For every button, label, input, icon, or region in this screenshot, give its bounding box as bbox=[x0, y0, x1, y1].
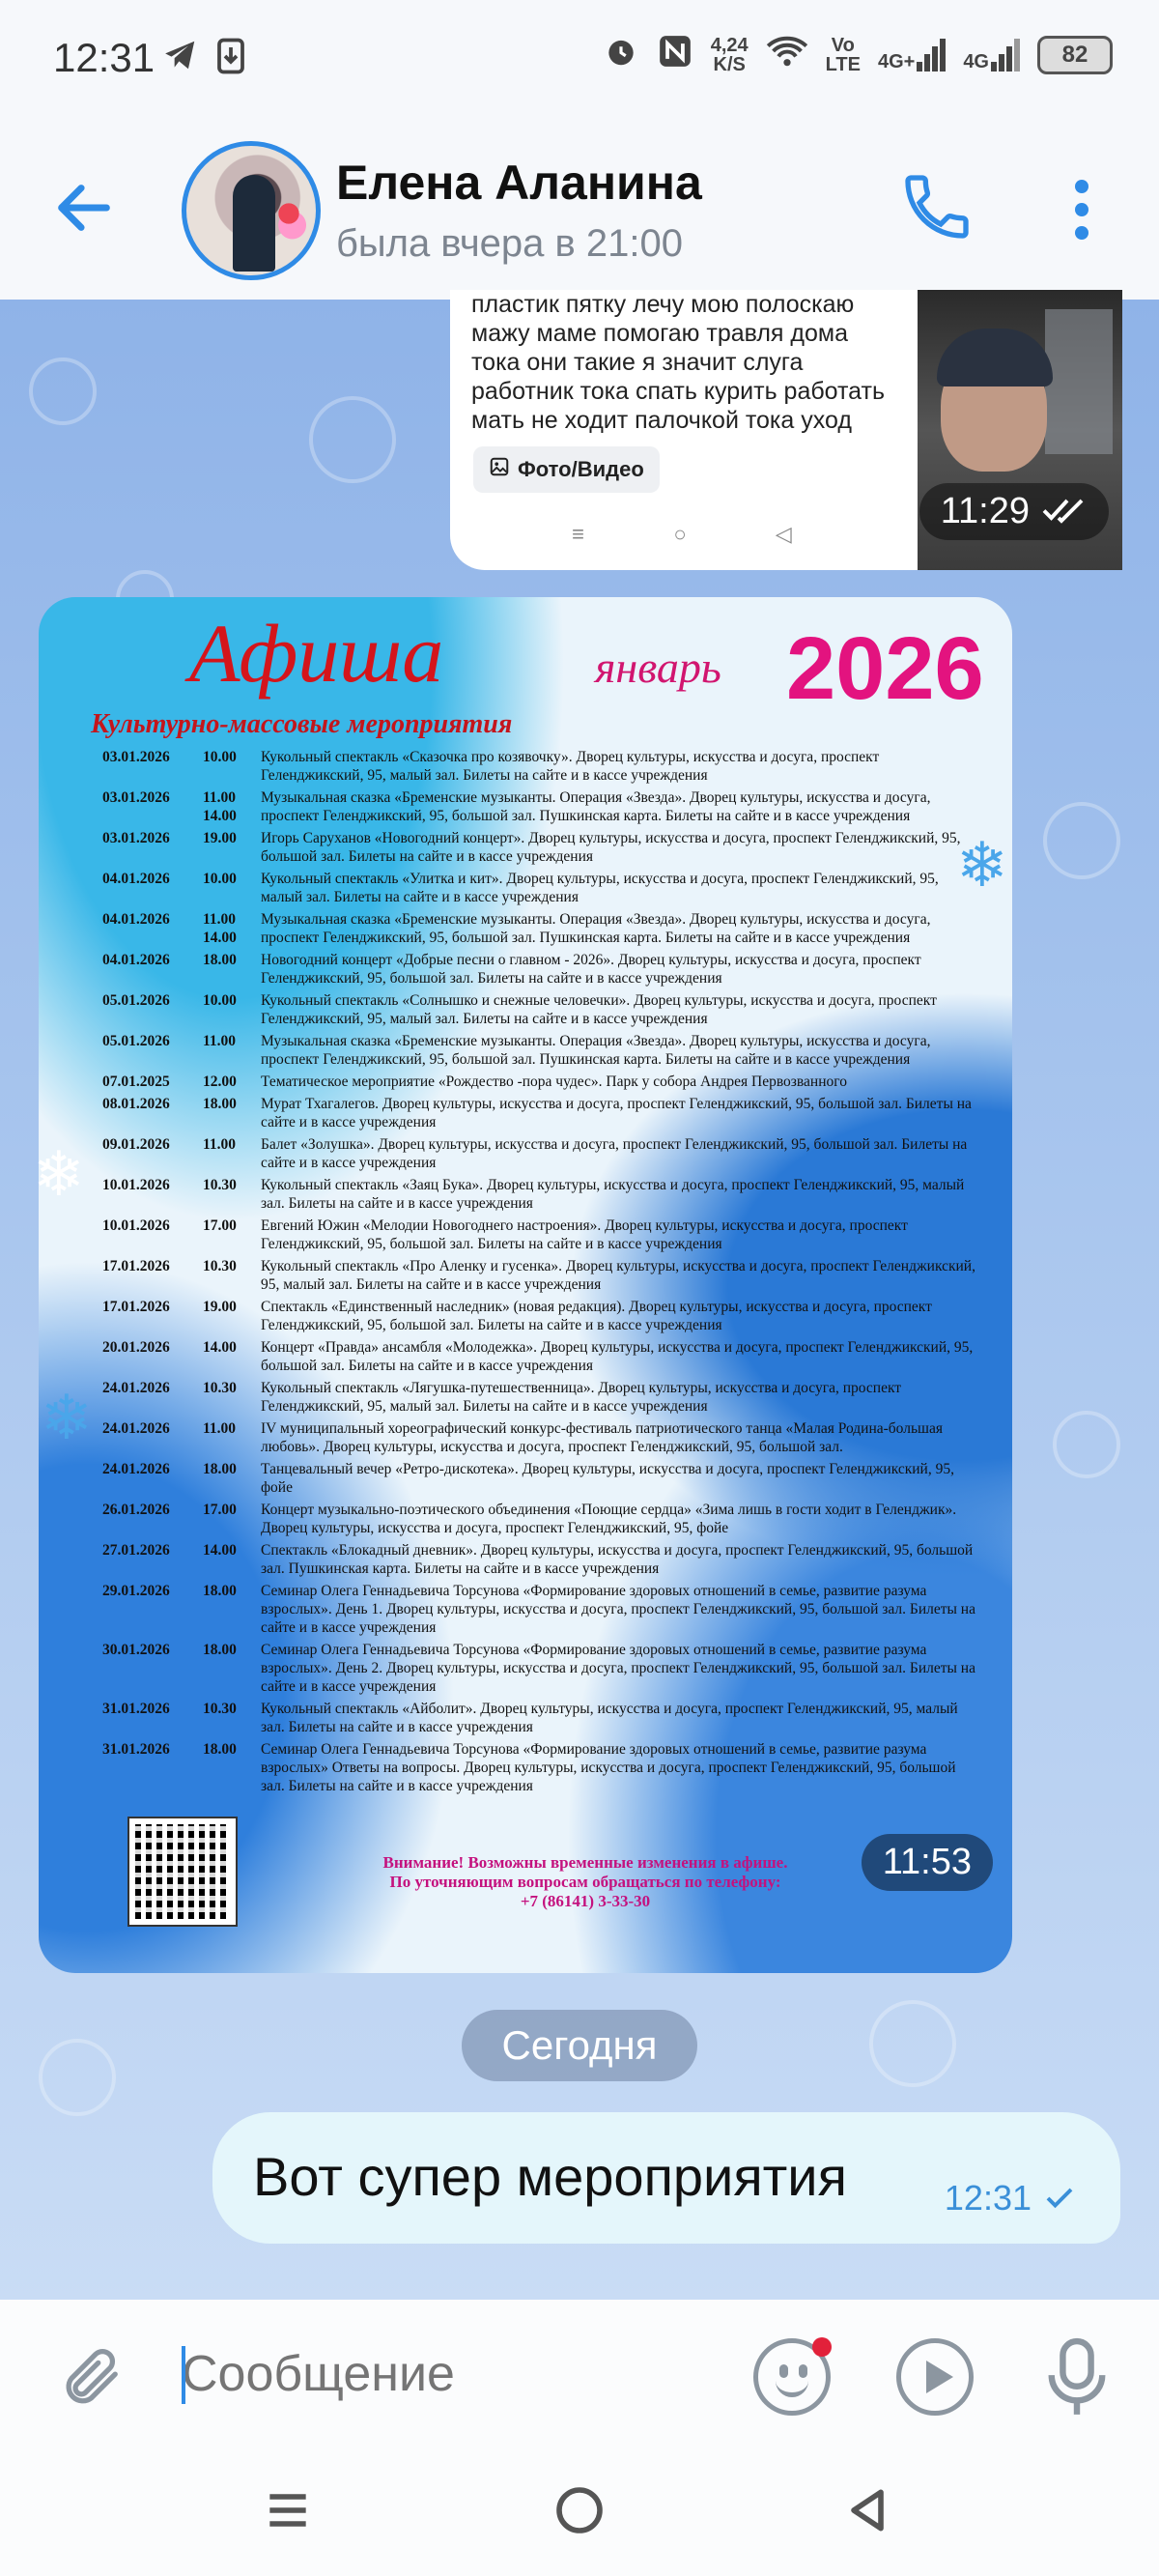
outgoing-message-meta bbox=[945, 2178, 1074, 2218]
poster-event-row bbox=[102, 1073, 981, 1091]
poster-event-desc: Тематическое мероприятие «Рождество -пора чудес». Парк у собора Андрея Первозванного bbox=[261, 1073, 847, 1090]
last-seen-status: была вчера в 21:00 bbox=[336, 222, 683, 265]
pattern-circle-icon bbox=[39, 2039, 116, 2116]
message-input[interactable] bbox=[182, 2333, 722, 2416]
signal-1-group bbox=[878, 39, 946, 72]
message-composer bbox=[0, 2300, 1159, 2445]
poster-event-desc: Кукольный спектакль «Улитка и кит». Дворец культуры, искусства и досуга, проспект Геленджикский, 95, малый зал. Билеты на сайте и в кассе учреждения bbox=[261, 871, 939, 905]
warning-line-1: Внимание! Возможны временные изменения в афише. bbox=[382, 1853, 788, 1872]
signal-1-label: 4G+ bbox=[877, 50, 916, 72]
net-speed-value: 4,24 bbox=[710, 34, 749, 56]
poster-event-desc: IV муниципальный хореографический конкурс-фестиваль патриотического танца «Малая Родина-большая любовь». Дворец культуры, искусства и досуга, проспект Геленджикский, 95, большой зал. bbox=[261, 1420, 943, 1455]
microphone-icon[interactable] bbox=[1043, 2334, 1111, 2421]
poster-event-row bbox=[102, 910, 981, 947]
poster-event-time: 10.30 bbox=[203, 1177, 237, 1193]
poster-event-list bbox=[102, 748, 981, 1799]
poster-event-desc: Концерт музыкально-поэтического объединения «Поющие сердца» «Зима лишь в гости ходит в Геленджик». Дворец культуры, искусства и досуга, проспект Геленджикский, 95, фойе bbox=[261, 1502, 957, 1536]
poster-event-time: 11.00 14.00 bbox=[203, 911, 237, 946]
single-check-icon bbox=[1045, 2178, 1074, 2218]
poster-event-row bbox=[102, 1338, 981, 1375]
message-time-pill bbox=[862, 1834, 993, 1891]
poster-event-row bbox=[102, 951, 981, 987]
snowflake-icon: ❄ bbox=[33, 1139, 85, 1209]
avatar-flowers bbox=[271, 185, 306, 243]
poster-event-desc: Музыкальная сказка «Бременские музыканты. Операция «Звезда». Дворец культуры, искусства и досуга, проспект Геленджикский, 95, большой зал. Пушкинская карта. Билеты на сайте и в кассе учреждения bbox=[261, 789, 931, 824]
photo-window bbox=[1045, 309, 1113, 454]
poster-event-time: 18.00 bbox=[203, 1642, 237, 1658]
poster-event-date: 03.01.2026 bbox=[102, 749, 170, 765]
poster-event-date: 07.01.2025 bbox=[102, 1073, 170, 1090]
signal-bars-icon bbox=[917, 39, 946, 72]
poster-event-desc: Танцевальный вечер «Ретро-дискотека». Дворец культуры, искусства и досуга, проспект Геленджикский, 95, фойе bbox=[261, 1461, 954, 1496]
poster-event-desc: Семинар Олега Геннадьевича Торсунова «Формирование здоровых отношений в семье, развитие разума взрослых». День 1. Дворец культуры, искусства и досуга, проспект Геленджикский, 95, большой зал. Билеты на сайте и в кассе учреждения bbox=[261, 1583, 975, 1636]
nfc-icon bbox=[657, 33, 693, 76]
alarm-icon bbox=[603, 33, 639, 76]
poster-event-desc: Музыкальная сказка «Бременские музыканты. Операция «Звезда». Дворец культуры, искусства и досуга, проспект Геленджикский, 95, большой зал. Пушкинская карта. Билеты на сайте и в кассе учреждения bbox=[261, 1033, 931, 1068]
poster-event-date: 04.01.2026 bbox=[102, 871, 170, 887]
poster-event-date: 30.01.2026 bbox=[102, 1642, 170, 1658]
notification-dot bbox=[812, 2337, 832, 2357]
message-time: 11:29 bbox=[940, 491, 1030, 531]
poster-event-row bbox=[102, 1257, 981, 1294]
poster-event-desc: Кукольный спектакль «Солнышко и снежные человечки». Дворец культуры, искусства и досуга, проспект Геленджикский, 95, малый зал. Билеты на сайте и в кассе учреждения bbox=[261, 992, 937, 1027]
poster-event-desc: Кукольный спектакль «Заяц Бука». Дворец культуры, искусства и досуга, проспект Геленджикский, 95, малый зал. Билеты на сайте и в кассе учреждения bbox=[261, 1177, 965, 1212]
poster-event-row bbox=[102, 788, 981, 825]
poster-event-time: 18.00 bbox=[203, 1583, 237, 1599]
menu-lines-icon: ≡ bbox=[572, 522, 584, 546]
qr-code bbox=[129, 1818, 236, 1925]
signal-2-label: 4G bbox=[963, 50, 989, 72]
back-arrow-icon[interactable] bbox=[50, 174, 127, 242]
poster-title: Афиша bbox=[189, 607, 444, 700]
poster-event-time: 10.00 bbox=[203, 749, 237, 765]
pattern-circle-icon bbox=[869, 2000, 956, 2087]
poster-event-time: 19.00 bbox=[203, 830, 237, 846]
photo-hat bbox=[937, 329, 1053, 386]
poster-event-date: 17.01.2026 bbox=[102, 1258, 170, 1274]
poster-event-date: 04.01.2026 bbox=[102, 952, 170, 968]
home-icon[interactable] bbox=[552, 2483, 607, 2542]
home-circle-icon: ○ bbox=[673, 522, 687, 546]
message-time: 11:53 bbox=[882, 1842, 972, 1882]
poster-event-date: 05.01.2026 bbox=[102, 1033, 170, 1049]
poster-event-row bbox=[102, 1501, 981, 1537]
poster-event-date: 10.01.2026 bbox=[102, 1217, 170, 1234]
poster-event-time: 10.30 bbox=[203, 1701, 237, 1717]
poster-event-time: 18.00 bbox=[203, 1461, 237, 1477]
outgoing-message-text: Вот супер мероприятия bbox=[253, 2146, 847, 2207]
poster-event-desc: Балет «Золушка». Дворец культуры, искусства и досуга, проспект Геленджикский, 95, большой зал. Билеты на сайте и в кассе учреждения bbox=[261, 1136, 968, 1171]
poster-event-date: 31.01.2026 bbox=[102, 1701, 170, 1717]
poster-event-time: 18.00 bbox=[203, 952, 237, 968]
poster-event-time: 14.00 bbox=[203, 1339, 237, 1356]
poster-event-row bbox=[102, 1740, 981, 1795]
poster-event-row bbox=[102, 1641, 981, 1696]
text-caret bbox=[182, 2346, 185, 2404]
poster-event-desc: Спектакль «Единственный наследник» (новая редакция). Дворец культуры, искусства и досуга, проспект Геленджикский, 95, большой зал. Билеты на сайте и в кассе учреждения bbox=[261, 1299, 932, 1333]
gallery-icon bbox=[489, 456, 510, 483]
poster-event-time: 10.00 bbox=[203, 992, 237, 1009]
poster-event-desc: Музыкальная сказка «Бременские музыканты. Операция «Звезда». Дворец культуры, искусства и досуга, проспект Геленджикский, 95, большой зал. Пушкинская карта. Билеты на сайте и в кассе учреждения bbox=[261, 911, 931, 946]
poster-event-row bbox=[102, 1419, 981, 1456]
image-message-screenshot[interactable] bbox=[450, 290, 1122, 570]
outgoing-message-bubble[interactable] bbox=[212, 2112, 1120, 2244]
poster-event-time: 19.00 bbox=[203, 1299, 237, 1315]
poster-event-time: 17.00 bbox=[203, 1217, 237, 1234]
poster-event-row bbox=[102, 1379, 981, 1416]
status-bar bbox=[0, 0, 1159, 106]
poster-event-time: 11.00 bbox=[203, 1420, 237, 1437]
video-message-icon[interactable] bbox=[896, 2338, 974, 2416]
snowflake-icon: ❄ bbox=[41, 1383, 93, 1452]
poster-event-row bbox=[102, 991, 981, 1028]
poster-event-date: 10.01.2026 bbox=[102, 1177, 170, 1193]
pattern-circle-icon bbox=[1053, 1411, 1120, 1478]
photo-video-chip bbox=[473, 446, 660, 493]
poster-event-date: 04.01.2026 bbox=[102, 911, 170, 928]
poster-year: 2026 bbox=[786, 619, 984, 718]
poster-event-desc: Кукольный спектакль «Айболит». Дворец культуры, искусства и досуга, проспект Геленджикский, 95, малый зал. Билеты на сайте и в кассе учреждения bbox=[261, 1701, 958, 1735]
volte-top: Vo bbox=[831, 34, 855, 56]
poster-subtitle: Культурно-массовые мероприятия bbox=[91, 709, 513, 739]
screenshot-nav-bar bbox=[450, 510, 914, 558]
poster-event-date: 24.01.2026 bbox=[102, 1380, 170, 1396]
poster-event-desc: Кукольный спектакль «Лягушка-путешественница». Дворец культуры, искусства и досуга, проспект Геленджикский, 95, малый зал. Билеты на сайте и в кассе учреждения bbox=[261, 1380, 902, 1415]
screenshot-text: пластик пятку лечу мою полоскаю мажу маме помогаю травля дома тока они такие я значит слуга работник тока спать курить работать мать не ходит палочкой тока уход bbox=[471, 291, 886, 434]
poster-event-row bbox=[102, 1095, 981, 1131]
photo-video-label: Фото/Видео bbox=[518, 457, 644, 481]
poster-event-date: 26.01.2026 bbox=[102, 1502, 170, 1518]
poster-event-time: 10.30 bbox=[203, 1258, 237, 1274]
poster-event-date: 17.01.2026 bbox=[102, 1299, 170, 1315]
date-separator: Сегодня bbox=[462, 2010, 697, 2081]
pattern-circle-icon bbox=[1043, 802, 1120, 879]
poster-event-time: 14.00 bbox=[203, 1542, 237, 1559]
poster-event-desc: Кукольный спектакль «Про Аленку и гусенка». Дворец культуры, искусства и досуга, проспект Геленджикский, 95, малый зал. Билеты на сайте и в кассе учреждения bbox=[261, 1258, 975, 1293]
poster-event-desc: Евгений Южин «Мелодии Новогоднего настроения». Дворец культуры, искусства и досуга, проспект Геленджикский, 95, большой зал. Билеты на сайте и в кассе учреждения bbox=[261, 1217, 908, 1252]
phone-call-icon[interactable] bbox=[898, 168, 975, 245]
more-menu-icon[interactable] bbox=[1062, 174, 1101, 251]
emoji-eye bbox=[779, 2364, 788, 2378]
outgoing-message-time: 12:31 bbox=[944, 2178, 1032, 2218]
poster-event-desc: Семинар Олега Геннадьевича Торсунова «Формирование здоровых отношений в семье, развитие разума взрослых». День 2. Дворец культуры, искусства и досуга, проспект Геленджикский, 95, большой зал. Билеты на сайте и в кассе учреждения bbox=[261, 1642, 975, 1695]
status-indicators bbox=[603, 33, 1113, 76]
warning-phone: +7 (86141) 3-33-30 bbox=[520, 1892, 651, 1910]
chat-area[interactable] bbox=[0, 291, 1159, 2300]
pattern-circle-icon bbox=[309, 396, 396, 483]
poster-event-row bbox=[102, 1582, 981, 1637]
poster-event-date: 08.01.2026 bbox=[102, 1096, 170, 1112]
poster-event-row bbox=[102, 1135, 981, 1172]
pattern-circle-icon bbox=[29, 358, 97, 425]
poster-event-date: 09.01.2026 bbox=[102, 1136, 170, 1153]
emoji-mouth bbox=[776, 2378, 808, 2397]
poster-event-desc: Новогодний концерт «Добрые песни о главном - 2026». Дворец культуры, искусства и досуга, проспект Геленджикский, 95, большой зал. Билеты на сайте и в кассе учреждения bbox=[261, 952, 921, 987]
poster-event-row bbox=[102, 870, 981, 906]
recent-apps-icon[interactable] bbox=[261, 2483, 315, 2542]
poster-month: январь bbox=[595, 643, 721, 692]
poster-event-row bbox=[102, 1216, 981, 1253]
poster-event-row bbox=[102, 1176, 981, 1213]
volte-indicator bbox=[826, 36, 861, 74]
poster-event-time: 10.30 bbox=[203, 1380, 237, 1396]
poster-event-time: 11.00 bbox=[203, 1033, 237, 1049]
net-speed bbox=[711, 36, 749, 74]
contact-name[interactable]: Елена Аланина bbox=[336, 156, 702, 210]
poster-event-date: 24.01.2026 bbox=[102, 1461, 170, 1477]
poster-event-date: 27.01.2026 bbox=[102, 1542, 170, 1559]
emoji-eye bbox=[799, 2364, 807, 2378]
poster-event-time: 18.00 bbox=[203, 1096, 237, 1112]
battery-indicator: 82 bbox=[1037, 36, 1113, 74]
poster-event-row bbox=[102, 1460, 981, 1497]
signal-2-group bbox=[963, 39, 1020, 72]
poster-event-time: 18.00 bbox=[203, 1741, 237, 1758]
avatar[interactable] bbox=[182, 141, 321, 280]
poster-event-row bbox=[102, 1700, 981, 1736]
poster-event-time: 17.00 bbox=[203, 1502, 237, 1518]
snowflake-icon: ❄ bbox=[956, 830, 1008, 900]
poster-event-row bbox=[102, 829, 981, 866]
poster-event-date: 31.01.2026 bbox=[102, 1741, 170, 1758]
poster-event-row bbox=[102, 748, 981, 785]
poster-event-row bbox=[102, 1541, 981, 1578]
poster-warning bbox=[315, 1853, 856, 1911]
attach-paperclip-icon[interactable] bbox=[56, 2338, 124, 2416]
poster-event-time: 10.00 bbox=[203, 871, 237, 887]
system-nav-bar bbox=[0, 2445, 1159, 2576]
avatar-figure bbox=[233, 175, 275, 272]
double-check-icon bbox=[1041, 491, 1088, 532]
back-triangle-icon: ◁ bbox=[775, 522, 792, 546]
poster-event-row bbox=[102, 1032, 981, 1069]
poster-event-date: 29.01.2026 bbox=[102, 1583, 170, 1599]
poster-event-time: 11.00 14.00 bbox=[203, 789, 237, 824]
message-time-pill bbox=[919, 483, 1109, 540]
poster-event-date: 05.01.2026 bbox=[102, 992, 170, 1009]
poster-event-desc: Спектакль «Блокадный дневник». Дворец культуры, искусства и досуга, проспект Геленджикский, 95, большой зал. Пушкинская карта. Билеты на сайте и в кассе учреждения bbox=[261, 1542, 974, 1577]
chat-header bbox=[0, 106, 1159, 300]
emoji-icon[interactable] bbox=[753, 2338, 831, 2416]
poster-event-date: 03.01.2026 bbox=[102, 789, 170, 806]
poster-event-row bbox=[102, 1298, 981, 1334]
poster-event-desc: Кукольный спектакль «Сказочка про козявочку». Дворец культуры, искусства и досуга, проспект Геленджикский, 95, малый зал. Билеты на сайте и в кассе учреждения bbox=[261, 749, 880, 784]
download-icon bbox=[216, 37, 245, 84]
back-nav-icon[interactable] bbox=[840, 2483, 894, 2542]
poster-event-date: 03.01.2026 bbox=[102, 830, 170, 846]
poster-event-desc: Игорь Саруханов «Новогодний концерт». Дворец культуры, искусства и досуга, проспект Геленджикский, 95, большой зал. Билеты на сайте и в кассе учреждения bbox=[261, 830, 961, 865]
telegram-icon bbox=[162, 37, 199, 82]
image-message-poster[interactable] bbox=[33, 597, 1012, 1973]
signal-bars-icon bbox=[991, 39, 1020, 72]
poster-event-date: 24.01.2026 bbox=[102, 1420, 170, 1437]
poster-content bbox=[64, 605, 991, 1958]
poster-event-time: 11.00 bbox=[203, 1136, 237, 1153]
warning-line-2: По уточняющим вопросам обращаться по телефону: bbox=[389, 1873, 781, 1891]
poster-event-desc: Мурат Тхагалегов. Дворец культуры, искусства и досуга, проспект Геленджикский, 95, большой зал. Билеты на сайте и в кассе учреждения bbox=[261, 1096, 972, 1131]
poster-event-desc: Концерт «Правда» ансамбля «Молодежка». Дворец культуры, искусства и досуга, проспект Геленджикский, 95, большой зал. Билеты на сайте и в кассе учреждения bbox=[261, 1339, 974, 1374]
poster-event-date: 20.01.2026 bbox=[102, 1339, 170, 1356]
poster-event-desc: Семинар Олега Геннадьевича Торсунова «Формирование здоровых отношений в семье, развитие разума взрослых» Ответы на вопросы. Дворец культуры, искусства и досуга, проспект Геленджикский, 95, большой зал. Билеты на сайте и в кассе учреждения bbox=[261, 1741, 956, 1794]
status-time: 12:31 bbox=[53, 35, 155, 80]
poster-event-time: 12.00 bbox=[203, 1073, 237, 1090]
volte-bottom: LTE bbox=[825, 53, 861, 75]
net-speed-unit: K/S bbox=[713, 53, 746, 75]
wifi-icon bbox=[766, 34, 808, 75]
